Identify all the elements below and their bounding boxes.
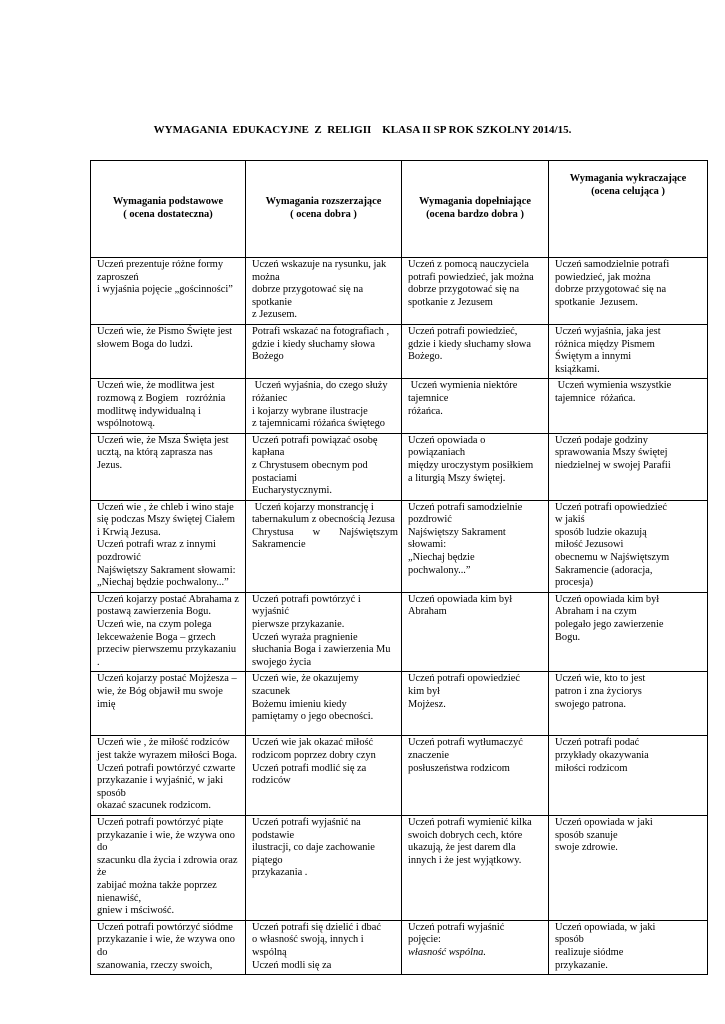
cell-text-line: Abraham [408,606,447,618]
cell-text-line: Uczeń potrafi samodzielnie [408,501,523,513]
cell-basic [91,672,246,736]
cell-text-line: procesja) [555,577,594,589]
cell-text-line: imię [97,698,116,710]
cell-text-line: okazać szacunek rodzicom. [97,800,211,812]
cell-text-line: zaproszeń [97,271,139,283]
cell-text-line: pamiętamy o jego obecności. [252,711,374,723]
cell-text-line: pojęcie: [408,934,441,946]
cell-text-line: Uczeń wie , że chleb i wino staje [97,501,234,513]
cell-text-line: do [97,842,108,854]
cell-text-line: się podczas Mszy świętej Ciałem [97,514,235,526]
header-line: (ocena celująca ) [591,185,665,197]
cell-text-line: Bożego [252,351,284,363]
cell-text-line: znaczenie [408,750,449,761]
cell-text-line: można [252,271,280,283]
cell-text-line: a liturgią Mszy świętej. [408,472,506,484]
cell-complementary [402,258,549,325]
cell-text-line: Uczeń opowiada o [408,434,486,446]
cell-text-line: tajemnice [408,392,449,404]
table-row [91,379,708,433]
cell-text-line: Potrafi wskazać na fotografiach , [252,325,390,337]
table-row [91,433,708,500]
cell-text-line: realizuje siódme [555,946,624,958]
header-line: ( ocena dostateczna) [123,209,213,220]
cell-text-line: sposób ludzie okazują [555,526,647,538]
cell-text-line: spotkanie Jezusem. [555,296,638,308]
cell-text-line: rozmową z Bogiem rozróżnia [97,392,226,404]
cell-text-line: Uczeń kojarzy postać Mojżesza – [97,673,237,685]
cell-basic [91,736,246,816]
cell-text-line: różaniec [252,392,288,404]
cell-complementary [402,815,549,920]
cell-text-line: Uczeń wie, że modlitwa jest [97,380,215,392]
table-row [91,736,708,816]
cell-text-line: Uczeń potrafi wyjaśnić [408,921,505,933]
document-title: WYMAGANIA EDUKACYJNE Z RELIGII KLASA II SP ROK SZKOLNY 2014/15. [153,124,572,136]
cell-basic [91,379,246,433]
cell-text-line: pozdrowić [97,552,141,564]
cell-exceeding [549,433,708,500]
cell-text-line: Chrystusa w Najświętszym [252,526,398,538]
cell-text-line: Uczeń potrafi podać [555,737,640,749]
cell-extended [246,920,402,974]
cell-text-line: Uczeń potrafi powtórzyć piąte [97,816,224,828]
cell-text-line: przeciw pierwszemu przykazaniu [97,644,237,656]
cell-text-line: wspólną [252,946,287,958]
cell-text-line: że [97,867,107,879]
cell-text-line: Uczeń samodzielnie potrafi [555,259,670,270]
cell-text-line: szacunku dla życia i zdrowia oraz [97,854,238,866]
cell-extended [246,258,402,325]
cell-text-line: wspólnotową. [97,418,156,430]
cell-text-line: Uczeń wie, kto to jest [555,673,646,685]
cell-text-line: Abraham i na czym [555,606,637,618]
header-line: (ocena bardzo dobra ) [426,209,524,220]
cell-text-line: swojego patrona. [555,698,626,710]
cell-extended [246,433,402,500]
cell-text-line: wie, że Bóg objawił mu swoje [97,686,223,697]
cell-text-line: tabernakulum z obecnością Jezusa [252,514,395,526]
cell-text-line: Uczeń opowiada kim był [555,593,660,605]
cell-text-line: Uczeń wskazuje na rysunku, jak [252,259,387,270]
cell-exceeding [549,592,708,672]
cell-text-line: modlitwę indywidualną i [97,405,201,417]
cell-text-line: polegało jego zawierzenie [555,619,664,631]
cell-text-line: „Niechaj będzie pochwalony...” [97,577,229,589]
cell-text-line: Sakramencie [252,539,306,551]
cell-text-line: sposób [555,934,584,946]
cell-text-line: Najświętszy Sakrament [408,526,506,538]
header-complementary [402,161,549,258]
cell-text-line: do [97,946,108,958]
cell-text-line: ukazują, że jest darem dla [408,842,516,854]
cell-complementary [402,500,549,592]
cell-text-line: Sakramencie (adoracja, [555,564,653,576]
cell-text-line: jest także wyrazem miłości Boga. [97,750,237,761]
cell-text-line: Uczeń wymienia wszystkie [555,380,672,392]
cell-text-line: posłuszeństwa rodzicom [408,762,510,774]
cell-extended [246,815,402,920]
cell-text-line: Mojżesz. [408,698,446,710]
cell-text-line: Uczeń potrafi powtórzyć siódme [97,921,233,933]
cell-text-line: Uczeń opowiada kim był [408,593,513,605]
cell-text-line: sprawowania Mszy świętej [555,447,668,459]
cell-text-line: książkami. [555,363,600,375]
cell-text-line: między uroczystym posiłkiem [408,459,534,471]
cell-text-line: z Chrystusem obecnym pod [252,459,368,471]
cell-text-line: Uczeń potrafi wyjaśnić na [252,816,361,828]
cell-exceeding [549,324,708,378]
cell-exceeding [549,672,708,736]
cell-text-line: miłość Jezusowi [555,539,624,551]
cell-text-line: rodziców [252,775,291,787]
cell-text-line: Uczeń potrafi powtórzyć czwarte [97,762,236,774]
cell-text-line: przykłady okazywania [555,750,649,761]
cell-text-line: niedzielnej w swojej Parafii [555,459,671,471]
cell-text-line: . [97,656,100,668]
cell-text-line: z tajemnicami różańca świętego [252,418,385,430]
cell-text-line: „Niechaj będzie [408,552,475,564]
cell-text-line: o własność swoją, innych i [252,934,364,946]
cell-text-line: szacunek [252,686,291,697]
cell-basic [91,433,246,500]
cell-extended [246,672,402,736]
cell-exceeding [549,500,708,592]
cell-text-line: nienawiść, [97,892,142,904]
cell-text-line: Uczeń potrafi wytłumaczyć [408,737,523,749]
cell-text-line: Uczeń wyjaśnia, do czego służy [252,380,388,392]
table-body [91,258,708,975]
cell-text-line: Uczeń podaje godziny [555,434,648,446]
cell-text-line: różnica między Pismem [555,338,655,350]
cell-text-line: słuchania Boga i zawierzenia Mu [252,644,391,656]
cell-text-line: kim był [408,686,441,697]
cell-text-line: przykazanie i wie, że wzywa ono [97,934,235,946]
cell-text-line: Uczeń wyraża pragnienie [252,631,358,643]
cell-text-line: spotkanie [252,296,292,308]
cell-extended [246,736,402,816]
cell-text-line: spotkanie z Jezusem [408,296,493,308]
cell-text-line: pierwsze przykazanie. [252,619,345,631]
header-line: Wymagania podstawowe [112,196,224,208]
cell-text-line: Eucharystycznymi. [252,485,332,497]
cell-text-line: kapłana [252,447,285,459]
table-row [91,592,708,672]
cell-text-line: przykazanie. [555,959,608,971]
table-header-row [91,161,708,258]
header-extended [246,161,402,258]
cell-text-line: Uczeń wie, że Msza Święta jest [97,434,229,446]
cell-text-line: Bożemu imieniu kiedy [252,698,347,710]
cell-text-line: własność wspólna. [408,946,486,958]
header-line: Wymagania dopełniające [419,196,531,208]
cell-text-line: zabijać można także poprzez [97,879,217,891]
cell-text-line: w jakiś [555,514,585,526]
cell-exceeding [549,258,708,325]
header-line: Wymagania wykraczające [569,173,687,184]
cell-extended [246,324,402,378]
cell-text-line: dobrze przygotować się na [252,284,364,296]
cell-text-line: i Krwią Jezusa. [97,526,161,538]
cell-text-line: przykazanie i wyjaśnić, w jaki [97,775,224,787]
cell-complementary [402,379,549,433]
cell-text-line: Uczeń wie jak okazać miłość [252,737,374,749]
table-row [91,500,708,592]
cell-text-line: Uczeń wie, że Pismo Święte jest [97,325,233,337]
cell-text-line: różańca. [408,405,443,417]
cell-text-line: Uczeń potrafi wraz z innymi [97,539,216,551]
cell-text-line: gdzie i kiedy słuchamy słowa [252,338,375,350]
cell-text-line: słowem Boga do ludzi. [97,338,193,350]
cell-basic [91,920,246,974]
cell-exceeding [549,736,708,816]
cell-text-line: gdzie i kiedy słuchamy słowa [408,338,531,350]
cell-text-line: pozdrowić [408,514,452,526]
cell-text-line: szanowania, rzeczy swoich, [97,959,213,971]
cell-text-line: Jezus. [97,459,123,471]
header-line: ( ocena dobra ) [290,209,357,220]
cell-exceeding [549,815,708,920]
cell-text-line: miłości rodzicom [555,762,628,774]
cell-text-line: dobrze przygotować się na [408,284,520,296]
cell-text-line: Uczeń opowiada w jaki [555,816,653,828]
cell-basic [91,815,246,920]
cell-text-line: dobrze przygotować się na [555,284,667,296]
cell-text-line: pochwalony...” [408,564,471,576]
cell-text-line: Uczeń wyjaśnia, jaka jest [555,325,661,337]
cell-text-line: Uczeń wie, na czym polega [97,619,212,631]
header-basic [91,161,246,258]
cell-exceeding [549,920,708,974]
cell-complementary [402,592,549,672]
cell-text-line: rodzicom poprzez dobry czyn [252,750,376,761]
cell-text-line: Bożego. [408,351,443,363]
cell-text-line: obecnemu w Najświętszym [555,552,670,564]
cell-complementary [402,672,549,736]
cell-basic [91,324,246,378]
cell-basic [91,258,246,325]
cell-extended [246,592,402,672]
cell-text-line: i wyjaśnia pojęcie „gościnności” [97,284,233,296]
cell-text-line: Świętym a innymi [555,351,632,363]
cell-text-line: patron i zna życiorys [555,686,642,697]
cell-text-line: postaciami [252,472,298,484]
cell-text-line: Uczeń z pomocą nauczyciela [408,259,529,270]
cell-text-line: ucztą, na którą zaprasza nas [97,447,213,459]
cell-text-line: Bogu. [555,631,581,643]
cell-text-line: potrafi powiedzieć, jak można [408,271,534,283]
cell-text-line: Najświętszy Sakrament słowami: [97,564,236,576]
cell-text-line: Uczeń potrafi opowiedzieć [408,673,520,685]
cell-text-line: gniew i mściwość. [97,905,175,917]
cell-text-line: wyjaśnić [252,606,289,618]
cell-text-line: innych i że jest wyjątkowy. [408,854,522,866]
cell-text-line: Uczeń kojarzy postać Abrahama z [97,593,239,605]
cell-text-line: powiedzieć, jak można [555,271,651,283]
cell-text-line: sposób [97,787,126,799]
table-row [91,815,708,920]
cell-text-line: z Jezusem. [252,309,298,321]
cell-text-line: Uczeń wymienia niektóre [408,380,518,392]
cell-basic [91,592,246,672]
cell-text-line: Uczeń opowiada, w jaki [555,921,656,933]
cell-text-line: sposób szanuje [555,829,618,841]
cell-complementary [402,736,549,816]
cell-extended [246,500,402,592]
cell-text-line: podstawie [252,829,295,841]
cell-text-line: przykazania . [252,867,308,879]
cell-text-line: Uczeń potrafi modlić się za [252,762,367,774]
cell-text-line: ilustracji, co daje zachowanie [252,842,375,854]
table-row [91,258,708,325]
table-row [91,672,708,736]
cell-text-line: Uczeń prezentuje różne formy [97,259,224,270]
cell-exceeding [549,379,708,433]
cell-text-line: Uczeń potrafi powiązać osobę [252,434,378,446]
cell-text-line: tajemnice różańca. [555,392,636,404]
cell-text-line: lekceważenie Boga – grzech [97,631,216,643]
table-row [91,920,708,974]
cell-text-line: Uczeń potrafi wymienić kilka [408,816,532,828]
cell-text-line: Uczeń kojarzy monstrancję i [252,501,374,513]
cell-basic [91,500,246,592]
cell-complementary [402,920,549,974]
cell-text-line: piątego [252,854,283,866]
cell-text-line: swojego życia [252,656,312,668]
cell-extended [246,379,402,433]
cell-text-line: przykazanie i wie, że wzywa ono [97,829,235,841]
cell-text-line: i kojarzy wybrane ilustracje [252,405,368,417]
cell-text-line: postawą zawierzenia Bogu. [97,606,211,618]
cell-text-line: Uczeń wie, że okazujemy [252,673,359,685]
cell-text-line: Uczeń wie , że miłość rodziców [97,737,230,749]
cell-complementary [402,324,549,378]
table-row [91,324,708,378]
cell-text-line: swoich dobrych cech, które [408,829,523,841]
cell-text-line: swoje zdrowie. [555,842,618,854]
header-exceeding [549,161,708,258]
cell-text-line: Uczeń potrafi powtórzyć i [252,593,361,605]
cell-text-line: Uczeń potrafi powiedzieć, [408,325,518,337]
requirements-table [90,160,708,975]
cell-text-line: słowami: [408,539,447,551]
cell-text-line: Uczeń potrafi się dzielić i dbać [252,921,381,933]
cell-text-line: Uczeń potrafi opowiedzieć [555,501,667,513]
cell-complementary [402,433,549,500]
header-line: Wymagania rozszerzające [265,196,382,208]
cell-text-line: powiązaniach [408,447,466,459]
cell-text-line: Uczeń modli się za [252,959,332,971]
